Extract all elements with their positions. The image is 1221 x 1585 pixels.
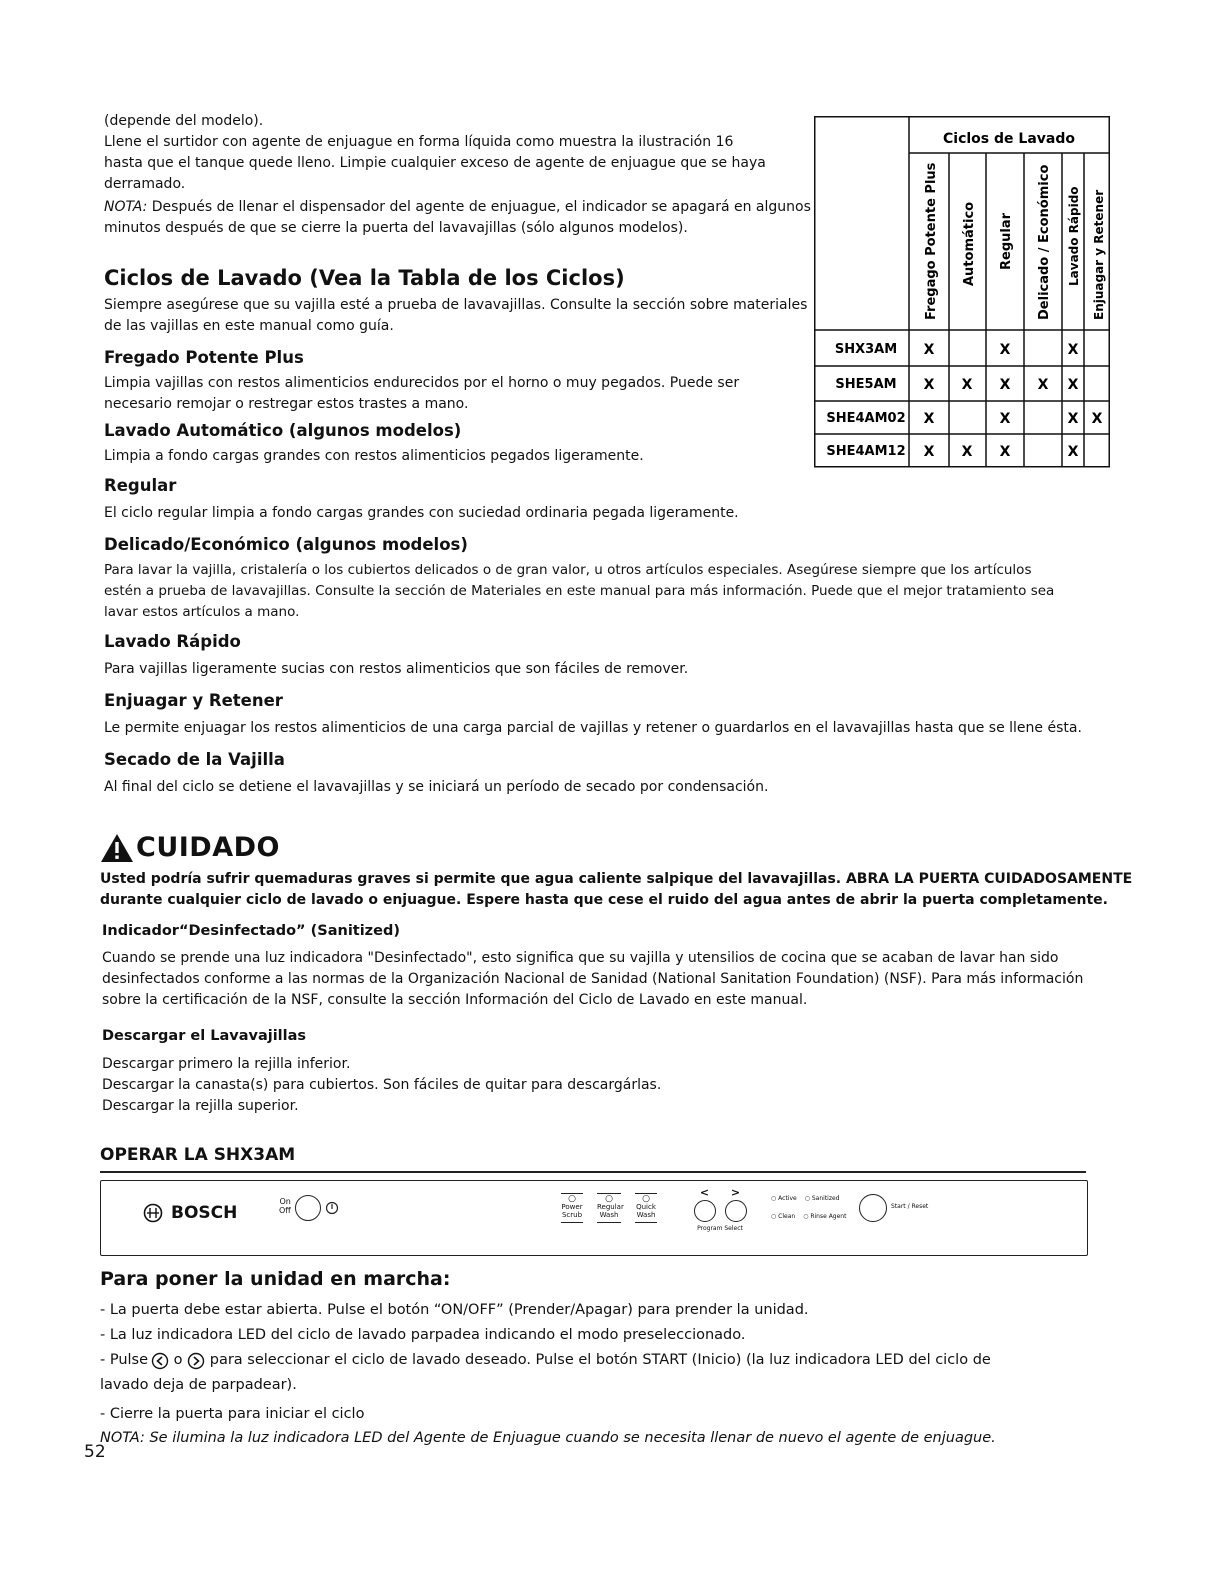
status-row xyxy=(771,1213,846,1221)
start-step: lavado deja de parpadear). xyxy=(100,1377,297,1393)
intro-line: Llene el surtidor con agente de enjuague en forma líquida como muestra la ilustración 16 xyxy=(104,134,734,150)
page-number: 52 xyxy=(84,1442,106,1462)
cycle-title: Lavado Rápido xyxy=(104,632,241,651)
led-icon: ○ xyxy=(642,1194,650,1204)
cycles-section xyxy=(104,266,807,337)
cycle-table xyxy=(814,116,1110,468)
table-mark: X xyxy=(1091,411,1103,427)
table-mark: X xyxy=(1067,444,1079,460)
table-mark: X xyxy=(999,342,1011,358)
status-label: Active xyxy=(778,1195,797,1202)
cycle-desc: Limpia a fondo cargas grandes con restos alimenticios pegados ligeramente. xyxy=(104,448,644,464)
unload-title: Descargar el Lavavajillas xyxy=(102,1028,307,1044)
unload-section xyxy=(102,1028,661,1117)
model-name: SHX3AM xyxy=(834,342,898,357)
table-mark: X xyxy=(923,444,935,460)
unload-line: Descargar primero la rejilla inferior. xyxy=(102,1056,351,1072)
bosch-logo-icon xyxy=(143,1203,163,1223)
model-name: SHE5AM xyxy=(835,377,897,392)
table-mark: X xyxy=(999,444,1011,460)
led-icon: ○ xyxy=(605,1194,613,1204)
unload-line: Descargar la rejilla superior. xyxy=(102,1098,299,1114)
intro-line: derramado. xyxy=(104,176,186,192)
prev-program-button[interactable] xyxy=(694,1200,716,1222)
column-header: Automático xyxy=(962,201,977,286)
note-label: NOTA: xyxy=(100,1430,145,1446)
model-name: SHE4AM02 xyxy=(826,411,906,426)
caution-section xyxy=(100,832,1132,911)
status-label: Clean xyxy=(778,1213,796,1220)
table-mark: X xyxy=(961,444,973,460)
table-mark: X xyxy=(999,377,1011,393)
cycle-desc: El ciclo regular limpia a fondo cargas grandes con suciedad ordinaria pegada ligeramente. xyxy=(104,505,739,521)
column-header: Fregago Potente Plus xyxy=(924,162,939,320)
intro-line: hasta que el tanque quede lleno. Limpie cualquier exceso de agente de enjuague que se haya xyxy=(104,155,766,171)
start-note xyxy=(100,1427,996,1449)
start-reset-label: Start / Reset xyxy=(891,1203,929,1210)
status-clean: ○ Clean xyxy=(771,1213,796,1220)
column-header: Lavado Rápido xyxy=(1067,186,1081,286)
column-header: Regular xyxy=(999,212,1014,270)
cycle-desc: Al final del ciclo se detiene el lavavajillas y se iniciará un período de secado por condensación. xyxy=(104,779,769,795)
note-text: Después de llenar el dispensador del agente de enjuague, el indicador se apagará en algunos xyxy=(147,199,811,215)
table-mark: X xyxy=(999,411,1011,427)
sanitized-section xyxy=(102,923,1083,1011)
cycle-desc: Le permite enjuagar los restos alimenticios de una carga parcial de vajillas y retener o guardarlos en el lavavajillas hasta que se llene ésta. xyxy=(104,720,1082,736)
cycles-intro-line: de las vajillas en este manual como guía. xyxy=(104,318,394,334)
cycle-desc: lavar estos artículos a mano. xyxy=(104,604,300,620)
cycle-desc: estén a prueba de lavavajillas. Consulte la sección de Materiales en este manual para más información. Puede que el mejor tratamiento sea xyxy=(104,583,1055,599)
sanitized-line: Cuando se prende una luz indicadora "Desinfectado", esto significa que su vajilla y utensilios de cocina que se acaban de lavar han sido xyxy=(102,950,1059,966)
cycle-title: Regular xyxy=(104,476,177,495)
intro-line: (depende del modelo). xyxy=(104,113,264,129)
table-mark: X xyxy=(1067,411,1079,427)
prev-circle-icon xyxy=(151,1352,169,1370)
program-select-group xyxy=(689,1187,751,1232)
caution-header xyxy=(100,832,1132,863)
start-step: - Cierre la puerta para iniciar el ciclo xyxy=(100,1406,365,1422)
caution-line: durante cualquier ciclo de lavado o enjuague. Espere hasta que cese el ruido del agua antes de abrir la puerta completamente. xyxy=(100,892,1108,908)
start-step: - La puerta debe estar abierta. Pulse el botón “ON/OFF” (Prender/Apagar) para prender la unidad. xyxy=(100,1302,809,1318)
cycles-intro-line: Siempre asegúrese que su vajilla esté a prueba de lavavajillas. Consulte la sección sobre materiales xyxy=(104,297,808,313)
start-unit-section xyxy=(100,1268,996,1449)
program-label: Wash xyxy=(636,1211,656,1219)
led-icon: ○ xyxy=(568,1194,576,1204)
start-step xyxy=(100,1348,996,1373)
note-text: Se ilumina la luz indicadora LED del Agente de Enjuague cuando se necesita llenar de nuevo el agente de enjuague. xyxy=(144,1430,996,1446)
next-arrow-label: > xyxy=(730,1186,741,1199)
table-mark: X xyxy=(1037,377,1049,393)
start-unit-heading: Para poner la unidad en marcha: xyxy=(100,1268,451,1290)
caution-line: Usted podría sufrir quemaduras graves si permite que agua caliente salpique del lavavajillas. ABRA LA PUERTA CUIDADOSAMENTE xyxy=(100,871,1133,887)
sanitized-line: sobre la certificación de la NSF, consulte la sección Información del Ciclo de Lavado en este manual. xyxy=(102,992,808,1008)
sanitized-line: desinfectados conforme a las normas de la Organización Nacional de Sanidad (National Sanitation Foundation) (NSF). Para más información xyxy=(102,971,1084,987)
cycle-desc: Limpia vajillas con restos alimenticios endurecidos por el horno o muy pegados. Puede ser xyxy=(104,375,740,391)
table-mark: X xyxy=(923,377,935,393)
table-mark: X xyxy=(1067,342,1079,358)
cycle-rapido xyxy=(104,632,688,680)
step-text: para seleccionar el ciclo de lavado deseado. Pulse el botón START (Inicio) (la luz indicadora LED del ciclo de xyxy=(205,1352,991,1368)
control-panel xyxy=(100,1180,1088,1256)
operate-heading: OPERAR LA SHX3AM xyxy=(100,1145,296,1165)
cycle-enjuagar xyxy=(104,691,1082,739)
table-mark: X xyxy=(923,411,935,427)
on-off-button[interactable] xyxy=(295,1195,321,1221)
arrow-buttons xyxy=(689,1200,751,1222)
cycle-title: Lavado Automático (algunos modelos) xyxy=(104,421,462,440)
on-off-labels xyxy=(279,1197,291,1215)
table-mark: X xyxy=(1067,377,1079,393)
next-program-button[interactable] xyxy=(725,1200,747,1222)
cycle-fregado xyxy=(104,348,739,415)
table-header: Ciclos de Lavado xyxy=(943,131,1075,147)
cycle-secado xyxy=(104,750,768,798)
cycle-automatico xyxy=(104,421,644,467)
cycle-title: Fregado Potente Plus xyxy=(104,348,304,367)
cycle-desc: Para vajillas ligeramente sucias con restos alimenticios que son fáciles de remover. xyxy=(104,661,689,677)
table-mark: X xyxy=(961,377,973,393)
status-row xyxy=(771,1195,846,1203)
unload-line: Descargar la canasta(s) para cubiertos. Son fáciles de quitar para descargárlas. xyxy=(102,1077,662,1093)
program-label: Wash xyxy=(599,1211,619,1219)
cycles-heading: Ciclos de Lavado (Vea la Tabla de los Ciclos) xyxy=(104,266,625,290)
cycle-desc: necesario remojar o restregar estos trastes a mano. xyxy=(104,396,469,412)
cycle-title: Enjuagar y Retener xyxy=(104,691,283,710)
program-quick-wash[interactable] xyxy=(635,1193,657,1223)
model-name: SHE4AM12 xyxy=(826,444,906,459)
program-label: Power xyxy=(561,1203,583,1211)
program-select-label: Program Select xyxy=(697,1225,743,1232)
prev-arrow-label: < xyxy=(699,1186,710,1199)
brand-logo xyxy=(143,1203,237,1223)
cycle-title: Delicado/Económico (algunos modelos) xyxy=(104,535,468,554)
status-indicators xyxy=(771,1195,846,1221)
on-label: On xyxy=(279,1197,291,1206)
cycle-table-grid xyxy=(814,116,1110,468)
step-text: o xyxy=(169,1352,188,1368)
brand-name: BOSCH xyxy=(171,1203,238,1223)
intro-note-cont: minutos después de que se cierre la puerta del lavavajillas (sólo algunos modelos). xyxy=(104,220,688,236)
warning-triangle-icon xyxy=(100,833,134,863)
program-label: Scrub xyxy=(561,1211,583,1219)
program-regular-wash[interactable] xyxy=(597,1193,624,1223)
caution-title: CUIDADO xyxy=(136,832,280,863)
note-label: NOTA: xyxy=(104,199,148,215)
status-sanitized: ○ Sanitized xyxy=(804,1195,840,1202)
off-label: Off xyxy=(279,1206,291,1215)
step-text: - Pulse xyxy=(100,1352,149,1368)
sanitized-title: Indicador“Desinfectado” (Sanitized) xyxy=(102,923,400,939)
program-label: Regular xyxy=(597,1203,624,1211)
status-label: Rinse Agent xyxy=(810,1213,847,1220)
power-icon xyxy=(325,1201,339,1215)
arrow-labels xyxy=(689,1187,751,1199)
status-active: ○ Active xyxy=(771,1195,797,1202)
program-label: Quick xyxy=(636,1203,656,1211)
operate-rule xyxy=(100,1171,1086,1173)
cycle-title: Secado de la Vajilla xyxy=(104,750,285,769)
column-header: Delicado / Económico xyxy=(1037,164,1052,320)
intro-note xyxy=(104,197,811,218)
start-step: - La luz indicadora LED del ciclo de lavado parpadea indicando el modo preseleccionado. xyxy=(100,1327,746,1343)
cycle-delicado xyxy=(104,535,1054,623)
cycle-regular xyxy=(104,476,739,524)
status-rinse-agent: ○ Rinse Agent xyxy=(803,1213,847,1220)
next-circle-icon xyxy=(187,1352,205,1370)
program-power-scrub[interactable] xyxy=(561,1193,583,1223)
program-group xyxy=(561,1193,657,1223)
cycle-desc: Para lavar la vajilla, cristalería o los cubiertos delicados o de gran valor, u otros artículos especiales. Asegúrese siempre que los artículos xyxy=(104,562,1032,578)
intro-section xyxy=(104,111,811,239)
column-header: Enjuagar y Retener xyxy=(1092,189,1106,320)
status-label: Sanitized xyxy=(811,1195,840,1202)
table-mark: X xyxy=(923,342,935,358)
start-reset-button[interactable] xyxy=(859,1194,887,1222)
